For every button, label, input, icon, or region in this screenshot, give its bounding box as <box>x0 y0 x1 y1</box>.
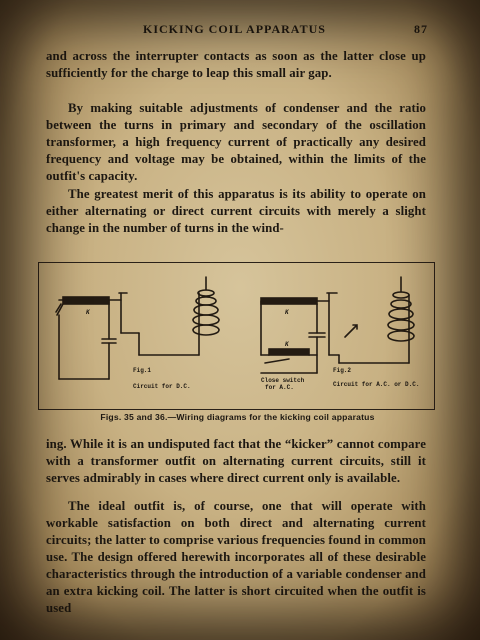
fig2-coil-label: K <box>285 309 289 316</box>
paragraph-4: ing. While it is an undisputed fact that the “kicker” cannot compare with a transformer outfit on alternating current circuits, still it serves admirably in cases where direct current only is available. <box>46 437 426 485</box>
fig2-extra-kicking-coil <box>269 349 309 355</box>
fig2-switch <box>265 359 289 363</box>
page-number: 87 <box>414 22 428 36</box>
page-header <box>48 22 428 40</box>
paragraph-3: The greatest merit of this apparatus is its ability to operate on either alternating or direct current circuits with merely a slight change in the number of turns in the wind- <box>46 187 426 235</box>
fig1-fig-label: Fig.1 <box>133 367 152 374</box>
fig1-circuit-label: Circuit for D.C. <box>133 383 191 390</box>
fig2-coil2-label: K <box>285 341 289 348</box>
fig2-circuit-label: Circuit for A.C. or D.C. <box>333 381 420 388</box>
wiring-diagram-figure <box>38 262 435 410</box>
fig1-coil-label: K <box>86 309 90 316</box>
fig2-switch-label-1: Close switch <box>261 377 305 384</box>
fig2-fig-label: Fig.2 <box>333 367 352 374</box>
running-head: KICKING COIL APPARATUS <box>143 22 326 36</box>
paragraph-5: The ideal outfit is, of course, one that will operate with workable satisfaction on both direct and alternating current circuits; the latter to comprise various frequencies found in common use. The design offered herewith incorporates all of these desirable characteristics through the introduction of a variable condenser and an extra kicking coil. The latter is short circuited when the outfit is used <box>46 499 426 615</box>
paragraph-2: By making suitable adjustments of condenser and the ratio between the turns in primary and secondary of the oscillation transformer, a high frequency current of practically any desired frequency and voltage may be obtained, within the limits of the outfit's capacity. <box>46 101 426 183</box>
fig2-switch-label-2: for A.C. <box>265 384 294 391</box>
fig2-arrow <box>345 325 357 337</box>
fig1-oscillation-coil <box>193 277 219 335</box>
fig1-circuit <box>56 277 219 379</box>
fig2-circuit <box>261 277 414 373</box>
fig2-kicking-coil <box>261 298 317 304</box>
fig2-oscillation-coil <box>388 277 414 341</box>
fig1-interrupter <box>56 304 63 315</box>
paragraph-1: and across the interrupter contacts as soon as the latter close up sufficiently for the charge to leap this small air gap. <box>46 49 426 80</box>
figure-caption: Figs. 35 and 36.—Wiring diagrams for the kicking coil apparatus <box>100 412 375 422</box>
fig1-kicking-coil <box>63 297 109 304</box>
